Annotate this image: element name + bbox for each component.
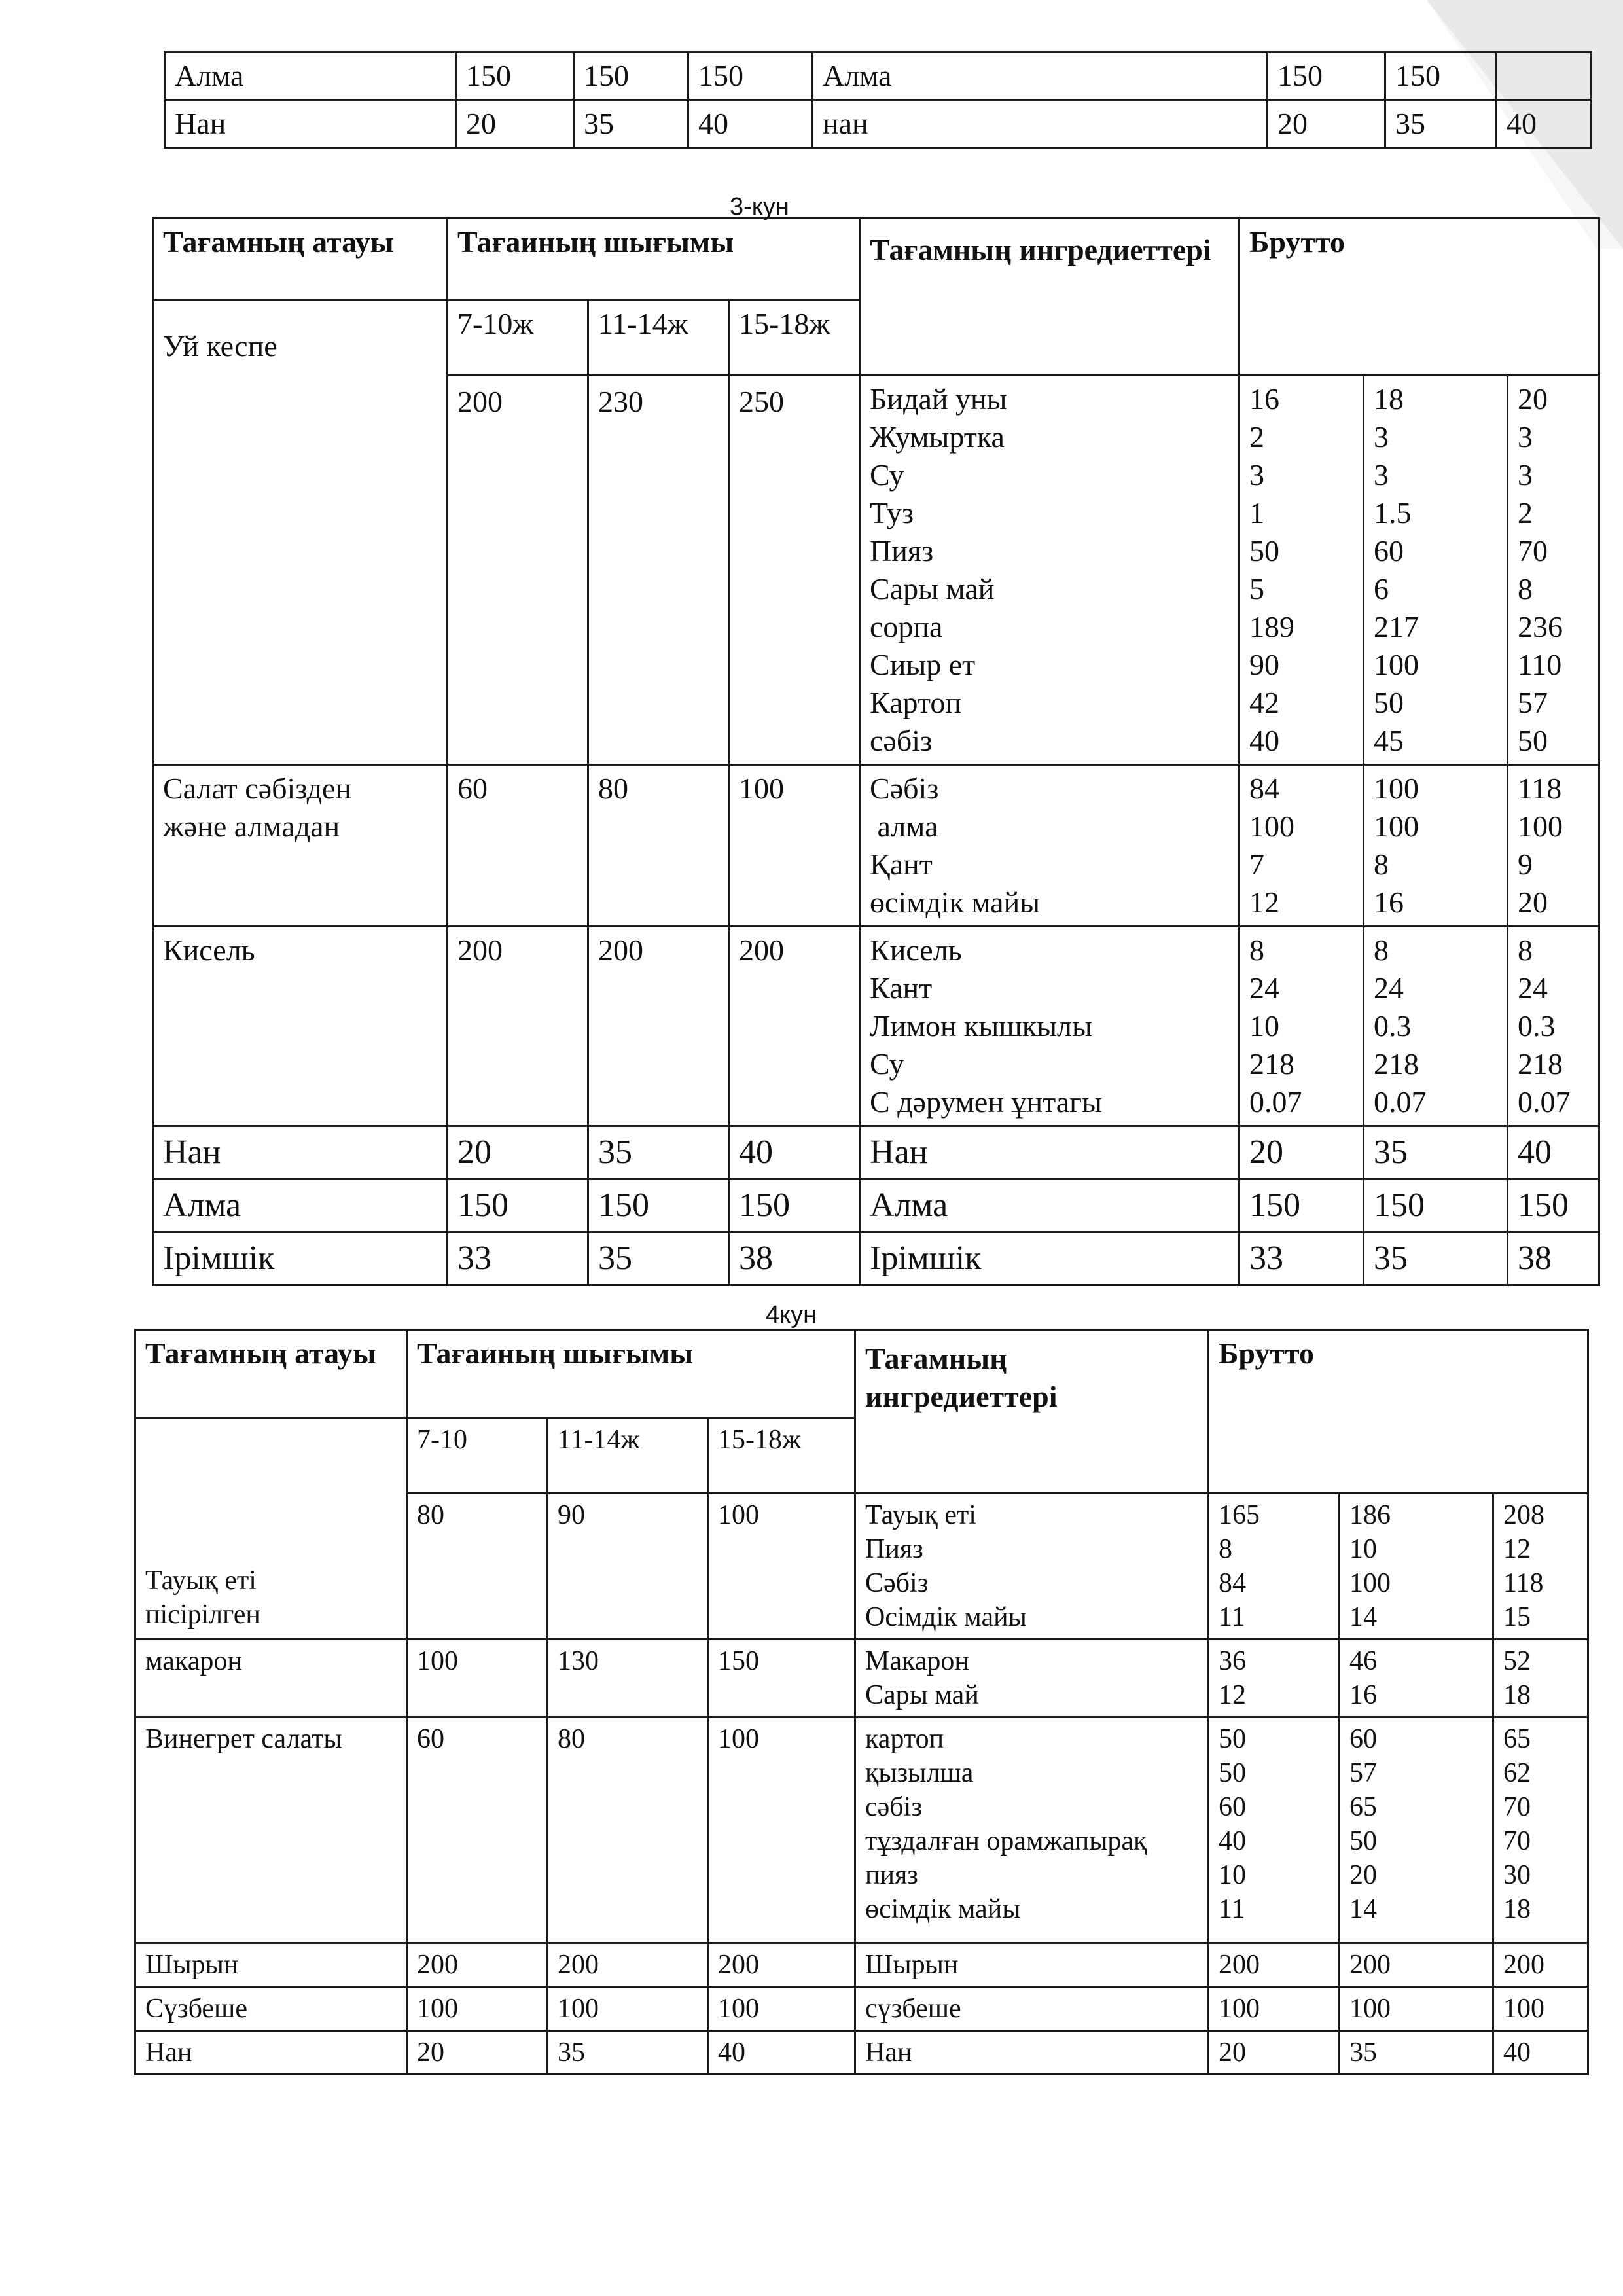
header-ingredients: Тағамның ингредиеттері: [855, 1330, 1209, 1494]
cell-brutto: 100: [1493, 1987, 1588, 2031]
brutto-list-7-10: [1209, 1494, 1340, 1640]
brutto-list-15-18: [1493, 1494, 1588, 1640]
dish-yield: 200: [588, 927, 729, 1126]
cell-yield: 150: [574, 52, 688, 100]
list-line: Макарон: [865, 1646, 969, 1676]
brutto-list-7-10: [1209, 1640, 1340, 1717]
cell-brutto: 150: [1508, 1179, 1599, 1232]
list-line: 20: [1349, 1860, 1378, 1890]
list-line: 165: [1219, 1500, 1260, 1530]
cell-brutto: 150: [1268, 52, 1385, 100]
age-group: 15-18ж: [708, 1418, 855, 1494]
list-line: 6: [1374, 572, 1389, 605]
list-line: 3: [1374, 458, 1389, 492]
brutto-list-15-18: [1508, 765, 1599, 927]
list-line: 20: [1518, 382, 1548, 416]
cell-brutto: 38: [1508, 1232, 1599, 1285]
list-line: Кант: [870, 971, 933, 1005]
list-line: тұздалған орамжапырақ: [865, 1826, 1147, 1856]
cell-yield: 40: [688, 100, 813, 148]
list-line: сәбіз: [865, 1792, 922, 1822]
cell-yield: 35: [588, 1232, 729, 1285]
list-line: 110: [1518, 648, 1562, 681]
brutto-list-11-14: [1340, 1640, 1493, 1717]
list-line: 8: [1374, 933, 1389, 967]
brutto-list-11-14: [1340, 1717, 1493, 1943]
list-line: С дәрумен ұнтагы: [870, 1085, 1102, 1119]
cell-yield: 40: [729, 1126, 860, 1179]
list-line: 5: [1249, 572, 1265, 605]
cell-ingredient: Алма: [813, 52, 1268, 100]
list-line: 60: [1219, 1792, 1247, 1822]
list-line: 100: [1518, 810, 1563, 843]
brutto-list-15-18: [1508, 376, 1599, 765]
list-line: 118: [1503, 1568, 1544, 1598]
age-group: 15-18ж: [729, 300, 860, 376]
brutto-list-7-10: [1240, 376, 1364, 765]
dish-yield: 100: [729, 765, 860, 927]
dish-yield: 60: [407, 1717, 548, 1943]
list-line: 12: [1249, 886, 1280, 919]
dish-name: макарон: [135, 1640, 407, 1717]
list-line: 3: [1249, 458, 1265, 492]
list-line: 40: [1219, 1826, 1247, 1856]
header-brutto: Брутто: [1240, 219, 1599, 376]
cell-brutto: 100: [1340, 1987, 1493, 2031]
list-line: 84: [1249, 772, 1280, 805]
top-row-bread: [165, 100, 1592, 148]
day3-simple-row-apple: [153, 1179, 1599, 1232]
dish-name: [153, 300, 448, 765]
dish-name: Винегрет салаты: [135, 1717, 407, 1943]
cell-brutto: 200: [1209, 1943, 1340, 1987]
list-line: 14: [1349, 1602, 1378, 1632]
ingredient-list: [860, 376, 1240, 765]
header-dish-name: Тағамның атауы: [153, 219, 448, 300]
list-line: Сәбіз: [870, 772, 939, 805]
list-line: 16: [1374, 886, 1404, 919]
cell-name: Алма: [153, 1179, 448, 1232]
list-line: 90: [1249, 648, 1280, 681]
list-line: алма: [870, 810, 938, 843]
cell-brutto: 200: [1340, 1943, 1493, 1987]
dish-yield: 130: [548, 1640, 708, 1717]
list-line: 10: [1219, 1860, 1247, 1890]
dish-yield: 100: [708, 1494, 855, 1640]
list-line: 1: [1249, 496, 1265, 529]
cell-name: Нан: [165, 100, 456, 148]
brutto-list-11-14: [1364, 376, 1508, 765]
list-line: 3: [1374, 420, 1389, 454]
dish-name-text: Уй кеспе: [163, 329, 277, 363]
cell-yield: 35: [574, 100, 688, 148]
list-line: 16: [1349, 1680, 1378, 1710]
list-line: 3: [1518, 420, 1533, 454]
ingredient-list: [860, 927, 1240, 1126]
cell-brutto: 35: [1385, 100, 1497, 148]
day4-simple-row-curd: [135, 1987, 1588, 2031]
list-line: 14: [1349, 1894, 1378, 1924]
dish-yield: 80: [407, 1494, 548, 1640]
list-line: Пияз: [865, 1534, 923, 1564]
dish-name-text: Салат сәбізден және алмадан: [163, 772, 352, 843]
day4-table: [134, 1329, 1589, 2075]
list-line: 7: [1249, 848, 1265, 881]
header-ingredients: Тағамның ингредиеттері: [860, 219, 1240, 376]
list-line: пияз: [865, 1860, 918, 1890]
day4-simple-row-bread: [135, 2031, 1588, 2075]
cell-brutto: 20: [1268, 100, 1385, 148]
list-line: Сәбіз: [865, 1568, 929, 1598]
list-line: 10: [1249, 1009, 1280, 1043]
day3-header-row: [153, 219, 1599, 300]
cell-yield: 33: [448, 1232, 588, 1285]
dish-yield: 200: [448, 376, 588, 765]
list-line: 2: [1518, 496, 1533, 529]
brutto-list-7-10: [1240, 765, 1364, 927]
day3-dish-row-salad: [153, 765, 1599, 927]
list-line: 18: [1503, 1894, 1531, 1924]
header-yield: Тағаиның шығымы: [448, 219, 860, 300]
list-line: қызылша: [865, 1758, 974, 1788]
list-line: 57: [1349, 1758, 1378, 1788]
brutto-list-11-14: [1364, 765, 1508, 927]
ingredient-list: [855, 1494, 1209, 1640]
list-line: 62: [1503, 1758, 1531, 1788]
cell-yield: 20: [407, 2031, 548, 2075]
list-line: өсімдік майы: [865, 1894, 1021, 1924]
list-line: 45: [1374, 724, 1404, 757]
list-line: 84: [1219, 1568, 1247, 1598]
cell-brutto: 40: [1493, 2031, 1588, 2075]
cell-yield: 35: [548, 2031, 708, 2075]
list-line: 118: [1518, 772, 1562, 805]
list-line: 65: [1503, 1724, 1531, 1754]
list-line: 186: [1349, 1500, 1391, 1530]
cell-yield: 150: [448, 1179, 588, 1232]
list-line: 46: [1349, 1646, 1378, 1676]
dish-yield: 250: [729, 376, 860, 765]
day4-dish-row-macaroni: [135, 1640, 1588, 1717]
list-line: 20: [1518, 886, 1548, 919]
list-line: 100: [1374, 648, 1419, 681]
list-line: Тауық еті: [865, 1500, 976, 1530]
list-line: 2: [1249, 420, 1265, 454]
list-line: 8: [1518, 933, 1533, 967]
dish-name: [153, 765, 448, 927]
top-row-apple: [165, 52, 1592, 100]
list-line: 70: [1503, 1826, 1531, 1856]
header-dish-name-text: Тағамның атауы: [145, 1336, 376, 1370]
cell-brutto: 150: [1240, 1179, 1364, 1232]
list-line: 12: [1503, 1534, 1531, 1564]
list-line: 52: [1503, 1646, 1531, 1676]
dish-yield: 60: [448, 765, 588, 927]
brutto-list-11-14: [1340, 1494, 1493, 1640]
cell-ingredient: Шырын: [855, 1943, 1209, 1987]
day3-simple-row-cheese: [153, 1232, 1599, 1285]
dish-name: Кисель: [153, 927, 448, 1126]
list-line: 100: [1249, 810, 1295, 843]
list-line: сорпа: [870, 610, 943, 643]
dish-yield: 200: [729, 927, 860, 1126]
cell-brutto: 35: [1364, 1126, 1508, 1179]
brutto-list-7-10: [1240, 927, 1364, 1126]
cell-brutto: 150: [1385, 52, 1497, 100]
cell-yield: 20: [448, 1126, 588, 1179]
list-line: 50: [1219, 1758, 1247, 1788]
dish-name: [135, 1418, 407, 1640]
list-line: 100: [1349, 1568, 1391, 1598]
list-line: 18: [1503, 1680, 1531, 1710]
cell-ingredient: Нан: [855, 2031, 1209, 2075]
list-line: 189: [1249, 610, 1295, 643]
dish-yield: 80: [588, 765, 729, 927]
list-line: 208: [1503, 1500, 1545, 1530]
brutto-list-11-14: [1364, 927, 1508, 1126]
day4-dish-row-vinaigrette: [135, 1717, 1588, 1943]
age-group: 11-14ж: [548, 1418, 708, 1494]
cell-yield: 150: [588, 1179, 729, 1232]
list-line: Пияз: [870, 534, 934, 567]
dish-yield: 80: [548, 1717, 708, 1943]
cell-yield: 100: [708, 1987, 855, 2031]
list-line: 218: [1249, 1047, 1295, 1081]
cell-name: Нан: [153, 1126, 448, 1179]
day4-header-row: [135, 1330, 1588, 1418]
cell-yield: 40: [708, 2031, 855, 2075]
cell-name: Сүзбеше: [135, 1987, 407, 2031]
cell-yield: 200: [708, 1943, 855, 1987]
cell-brutto: 40: [1508, 1126, 1599, 1179]
list-line: Су: [870, 1047, 904, 1081]
list-line: 30: [1503, 1860, 1531, 1890]
cell-yield: 100: [548, 1987, 708, 2031]
day4-simple-row-juice: [135, 1943, 1588, 1987]
header-yield: Тағаиның шығымы: [407, 1330, 855, 1418]
cell-yield: 150: [456, 52, 574, 100]
list-line: Кисель: [870, 933, 962, 967]
list-line: 0.07: [1249, 1085, 1302, 1119]
day3-caption: 3-кун: [730, 193, 789, 221]
list-line: картоп: [865, 1724, 944, 1754]
list-line: 18: [1374, 382, 1404, 416]
list-line: 9: [1518, 848, 1533, 881]
cell-brutto: [1497, 52, 1592, 100]
list-line: 60: [1374, 534, 1404, 567]
list-line: Картоп: [870, 686, 962, 719]
brutto-list-15-18: [1493, 1640, 1588, 1717]
header-brutto: Брутто: [1209, 1330, 1588, 1494]
cell-ingredient: Нан: [860, 1126, 1240, 1179]
top-table: [164, 51, 1592, 149]
list-line: 50: [1349, 1826, 1378, 1856]
list-line: 70: [1503, 1792, 1531, 1822]
list-line: 100: [1374, 810, 1419, 843]
list-line: 3: [1518, 458, 1533, 492]
list-line: 70: [1518, 534, 1548, 567]
list-line: 50: [1374, 686, 1404, 719]
list-line: 15: [1503, 1602, 1531, 1632]
list-line: Сары май: [865, 1680, 979, 1710]
cell-yield: 38: [729, 1232, 860, 1285]
list-line: Осімдік майы: [865, 1602, 1027, 1632]
ingredient-list: [860, 765, 1240, 927]
cell-name: Ірімшік: [153, 1232, 448, 1285]
cell-ingredient: Алма: [860, 1179, 1240, 1232]
list-line: 218: [1518, 1047, 1563, 1081]
cell-ingredient: сүзбеше: [855, 1987, 1209, 2031]
list-line: өсімдік майы: [870, 886, 1041, 919]
cell-ingredient: Ірімшік: [860, 1232, 1240, 1285]
list-line: 218: [1374, 1047, 1419, 1081]
list-line: 16: [1249, 382, 1280, 416]
list-line: 50: [1219, 1724, 1247, 1754]
brutto-list-15-18: [1493, 1717, 1588, 1943]
list-line: 8: [1249, 933, 1265, 967]
list-line: 42: [1249, 686, 1280, 719]
cell-name: Нан: [135, 2031, 407, 2075]
cell-brutto: 150: [1364, 1179, 1508, 1232]
cell-brutto: 20: [1209, 2031, 1340, 2075]
cell-brutto: 35: [1364, 1232, 1508, 1285]
list-line: Бидай уны: [870, 382, 1007, 416]
day4-caption: 4кун: [766, 1301, 817, 1329]
dish-yield: 100: [407, 1640, 548, 1717]
cell-brutto: 35: [1340, 2031, 1493, 2075]
ingredient-list: [855, 1717, 1209, 1943]
list-line: 0.3: [1518, 1009, 1556, 1043]
list-line: 24: [1518, 971, 1548, 1005]
list-line: 8: [1219, 1534, 1233, 1564]
list-line: Лимон кышкылы: [870, 1009, 1092, 1043]
list-line: Жумыртка: [870, 420, 1005, 454]
list-line: 8: [1374, 848, 1389, 881]
list-line: 36: [1219, 1646, 1247, 1676]
cell-brutto: 33: [1240, 1232, 1364, 1285]
list-line: 100: [1374, 772, 1419, 805]
cell-yield: 150: [729, 1179, 860, 1232]
list-line: 24: [1374, 971, 1404, 1005]
brutto-list-15-18: [1508, 927, 1599, 1126]
cell-yield: 100: [407, 1987, 548, 2031]
dish-yield: 230: [588, 376, 729, 765]
cell-brutto: 20: [1240, 1126, 1364, 1179]
list-line: 60: [1349, 1724, 1378, 1754]
list-line: Сиыр ет: [870, 648, 976, 681]
cell-yield: 20: [456, 100, 574, 148]
list-line: сәбіз: [870, 724, 933, 757]
list-line: 236: [1518, 610, 1563, 643]
list-line: 11: [1219, 1894, 1245, 1924]
list-line: Су: [870, 458, 904, 492]
ingredient-list: [855, 1640, 1209, 1717]
list-line: 1.5: [1374, 496, 1412, 529]
list-line: 10: [1349, 1534, 1378, 1564]
dish-yield: 200: [448, 927, 588, 1126]
list-line: 12: [1219, 1680, 1247, 1710]
cell-yield: 200: [548, 1943, 708, 1987]
cell-yield: 150: [688, 52, 813, 100]
day3-dish-row-kisel: [153, 927, 1599, 1126]
list-line: 217: [1374, 610, 1419, 643]
list-line: 0.07: [1374, 1085, 1427, 1119]
list-line: 40: [1249, 724, 1280, 757]
dish-name-text: Тауық еті пісірілген: [145, 1566, 260, 1630]
list-line: 50: [1249, 534, 1280, 567]
cell-brutto: 200: [1493, 1943, 1588, 1987]
list-line: 24: [1249, 971, 1280, 1005]
day3-table: [152, 217, 1600, 1286]
list-line: 8: [1518, 572, 1533, 605]
dish-yield: 150: [708, 1640, 855, 1717]
cell-brutto: 40: [1497, 100, 1592, 148]
list-line: 57: [1518, 686, 1548, 719]
list-line: 0.3: [1374, 1009, 1412, 1043]
day3-simple-row-bread: [153, 1126, 1599, 1179]
cell-name: Шырын: [135, 1943, 407, 1987]
cell-ingredient: нан: [813, 100, 1268, 148]
age-group: 11-14ж: [588, 300, 729, 376]
list-line: 11: [1219, 1602, 1245, 1632]
list-line: 50: [1518, 724, 1548, 757]
age-group: 7-10: [407, 1418, 548, 1494]
list-line: Қант: [870, 848, 933, 881]
brutto-list-7-10: [1209, 1717, 1340, 1943]
list-line: 65: [1349, 1792, 1378, 1822]
cell-yield: 200: [407, 1943, 548, 1987]
list-line: Туз: [870, 496, 914, 529]
cell-brutto: 100: [1209, 1987, 1340, 2031]
age-group: 7-10ж: [448, 300, 588, 376]
header-dish-name: [135, 1330, 407, 1418]
list-line: 0.07: [1518, 1085, 1571, 1119]
dish-yield: 100: [708, 1717, 855, 1943]
list-line: Сары май: [870, 572, 995, 605]
dish-yield: 90: [548, 1494, 708, 1640]
cell-yield: 35: [588, 1126, 729, 1179]
cell-name: Алма: [165, 52, 456, 100]
